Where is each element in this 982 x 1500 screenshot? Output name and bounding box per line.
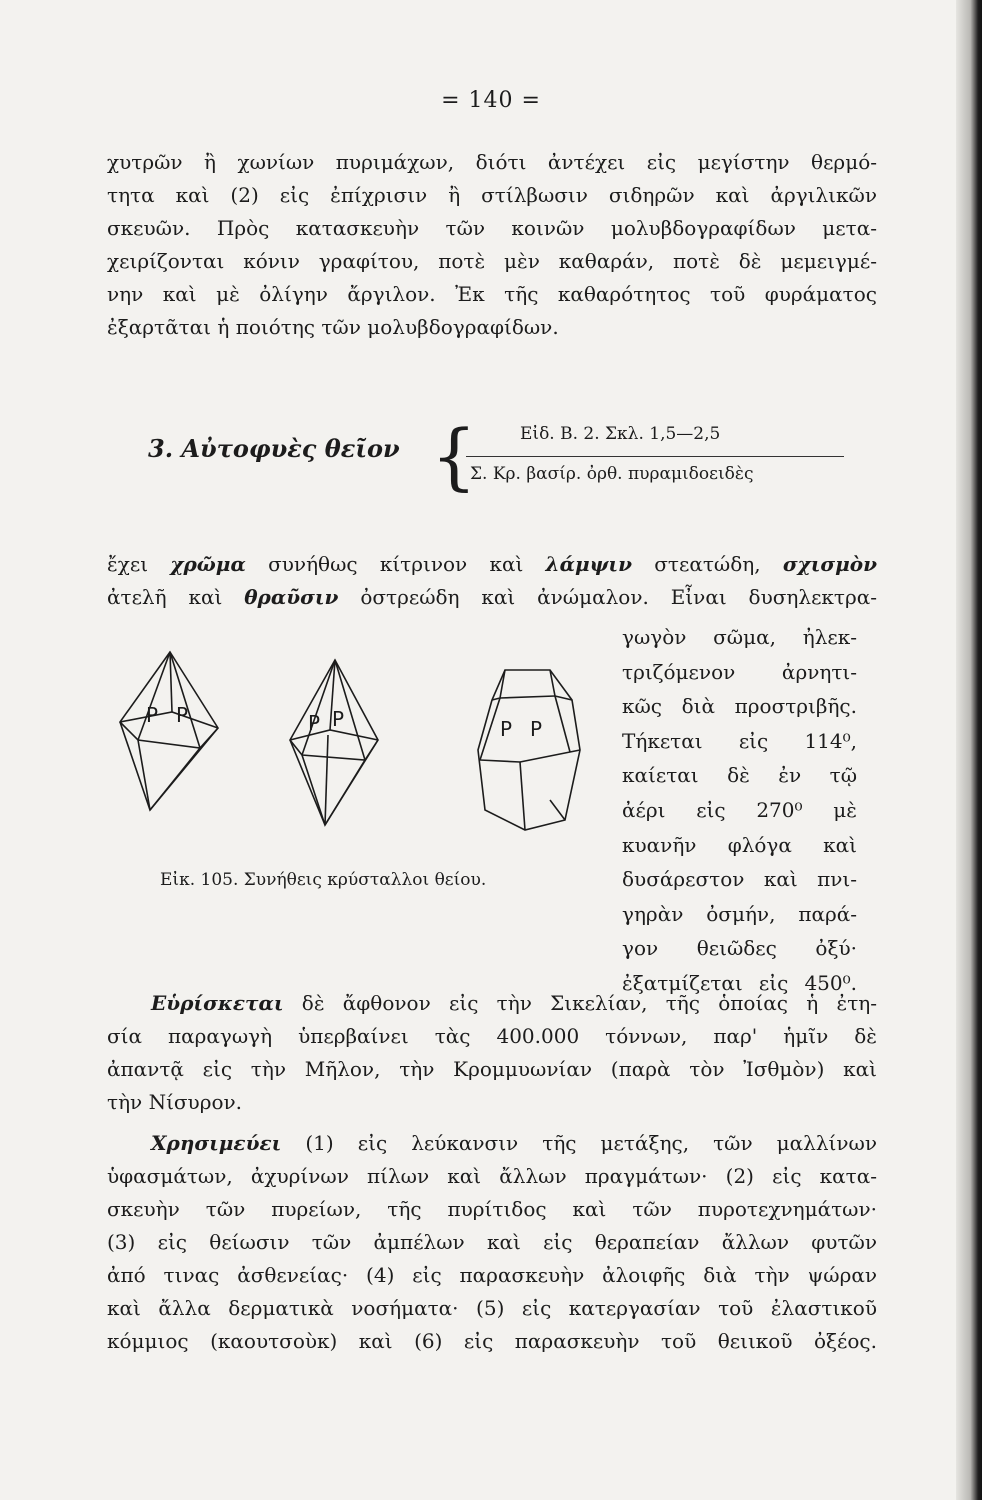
face-label: P xyxy=(176,703,189,727)
description-paragraph xyxy=(107,548,877,614)
term-uses: Χρησιμεύει xyxy=(151,1131,282,1155)
text-span: (1) εἰς λεύκανσιν τῆς μετάξης, τῶν μαλλίνων xyxy=(305,1131,878,1155)
text-line: σία παραγωγὴ ὑπερβαίνει τὰς 400.000 τόννων, παρ' ἡμῖν δὲ xyxy=(107,1024,877,1048)
face-label: P xyxy=(530,717,543,741)
occurrence-paragraph xyxy=(107,987,877,1119)
text-line: ἀπαντᾷ εἰς τὴν Μῆλον, τὴν Κρομμυωνίαν (παρὰ τὸν Ἰσθμὸν) καὶ xyxy=(107,1057,877,1081)
text-line: κυανῆν φλόγα καὶ xyxy=(622,832,857,857)
section-title xyxy=(148,434,400,463)
section-title-text: Αὐτοφυὲς θεῖον xyxy=(181,434,400,463)
crystal-drawings xyxy=(110,640,610,870)
term-luster: λάμψιν xyxy=(545,552,632,576)
text-line: κῶς διὰ προστριβῆς. xyxy=(622,694,857,719)
text-line: σκευῶν. Πρὸς κατασκευὴν τῶν κοινῶν μολυβδογραφίδων μετα- xyxy=(107,216,877,240)
uses-paragraph xyxy=(107,1127,877,1358)
text-span: δὲ ἄφθονον εἰς τὴν Σικελίαν, τῆς ὁποίας ἡ ἐτη- xyxy=(301,991,877,1015)
text-line: τριζόμενον ἀρνητι- xyxy=(622,659,857,684)
text-line: σκευὴν τῶν πυρείων, τῆς πυρίτιδος καὶ τῶν πυροτεχνημάτων· xyxy=(107,1197,877,1221)
term-cleavage: σχισμὸν xyxy=(782,552,878,576)
text-span: συνήθως κίτρινον καὶ xyxy=(268,552,524,576)
properties-line-2: Σ. Κρ. βασίρ. ὀρθ. πυραμιδοειδὲς xyxy=(470,464,754,484)
text-line: γωγὸν σῶμα, ἠλεκ- xyxy=(622,625,857,649)
text-line xyxy=(107,987,877,1020)
text-line: τὴν Νίσυρον. xyxy=(107,1090,243,1114)
text-line xyxy=(107,581,877,614)
intro-paragraph xyxy=(107,146,877,344)
text-line: καὶ ἄλλα δερματικὰ νοσήματα· (5) εἰς κατεργασίαν τοῦ ἐλαστικοῦ xyxy=(107,1296,877,1320)
text-line: ἀέρι εἰς 270⁰ μὲ xyxy=(622,797,857,822)
text-line: ἐξατμίζεται εἰς 450⁰. xyxy=(622,970,857,995)
text-line: τητα καὶ (2) εἰς ἐπίχρισιν ἢ στίλβωσιν σιδηρῶν καὶ ἀργιλικῶν xyxy=(107,183,877,207)
text-line: νην καὶ μὲ ὀλίγην ἄργιλον. Ἐκ τῆς καθαρότητος τοῦ φυράματος xyxy=(107,282,877,306)
description-right-column xyxy=(622,620,857,1001)
crystal-truncated xyxy=(478,670,580,830)
text-line xyxy=(107,548,877,581)
text-line xyxy=(107,1127,877,1160)
text-span: στεατώδη, xyxy=(654,552,761,576)
figure-caption: Εἰκ. 105. Συνήθεις κρύσταλλοι θείου. xyxy=(160,870,487,890)
text-line: ἀπό τινας ἀσθενείας· (4) εἰς παρασκευὴν ἀλοιφῆς διὰ τὴν ψώραν xyxy=(107,1263,877,1287)
section-heading xyxy=(148,414,848,500)
page-number: = 140 = xyxy=(441,88,541,113)
text-line: ὑφασμάτων, ἀχυρίνων πίλων καὶ ἄλλων πραγμάτων· (2) εἰς κατα- xyxy=(107,1164,877,1188)
text-line: γον θειῶδες ὀξύ· xyxy=(622,936,857,961)
crystal-bipyramid-2 xyxy=(290,660,378,825)
text-line: γηρὰν ὀσμήν, παρά- xyxy=(622,901,857,926)
crystal-figure xyxy=(110,640,610,900)
face-label: P xyxy=(308,711,321,735)
term-fracture: θραῦσιν xyxy=(244,585,339,609)
text-line: (3) εἰς θείωσιν τῶν ἀμπέλων καὶ εἰς θεραπείαν ἄλλων φυτῶν xyxy=(107,1230,877,1254)
crystal-bipyramid-1 xyxy=(120,652,218,810)
text-line: Τήκεται εἰς 114⁰, xyxy=(622,728,857,753)
text-span: ἀτελῆ καὶ xyxy=(107,585,223,609)
text-line: χειρίζονται κόνιν γραφίτου, ποτὲ μὲν καθαράν, ποτὲ δὲ μεμειγμέ- xyxy=(107,249,877,273)
page-edge-shadow xyxy=(956,0,982,1500)
face-label: P xyxy=(146,703,159,727)
text-line: δυσάρεστον καὶ πνι- xyxy=(622,867,857,892)
face-label: P xyxy=(500,717,513,741)
face-label: P xyxy=(332,707,345,731)
text-line: ἐξαρτᾶται ἡ ποιότης τῶν μολυβδογραφίδων. xyxy=(107,315,559,339)
properties-divider xyxy=(466,456,844,457)
term-color: χρῶμα xyxy=(170,552,246,576)
brace-symbol: { xyxy=(431,414,477,498)
text-line: κόμμιος (καουτσοὺκ) καὶ (6) εἰς παρασκευὴν τοῦ θειικοῦ ὀξέος. xyxy=(107,1329,877,1353)
section-number: 3. xyxy=(148,434,174,463)
properties-line-1: Εἰδ. Β. 2. Σκλ. 1,5—2,5 xyxy=(520,424,721,444)
text-line: χυτρῶν ἢ χωνίων πυριμάχων, διότι ἀντέχει εἰς μεγίστην θερμό- xyxy=(107,150,877,174)
term-occurrence: Εὑρίσκεται xyxy=(151,991,284,1015)
text-span: ὀστρεώδη καὶ ἀνώμαλον. Εἶναι δυσηλεκτρα- xyxy=(360,585,878,609)
text-span: ἔχει xyxy=(107,552,149,576)
text-line: καίεται δὲ ἐν τῷ xyxy=(622,763,857,788)
